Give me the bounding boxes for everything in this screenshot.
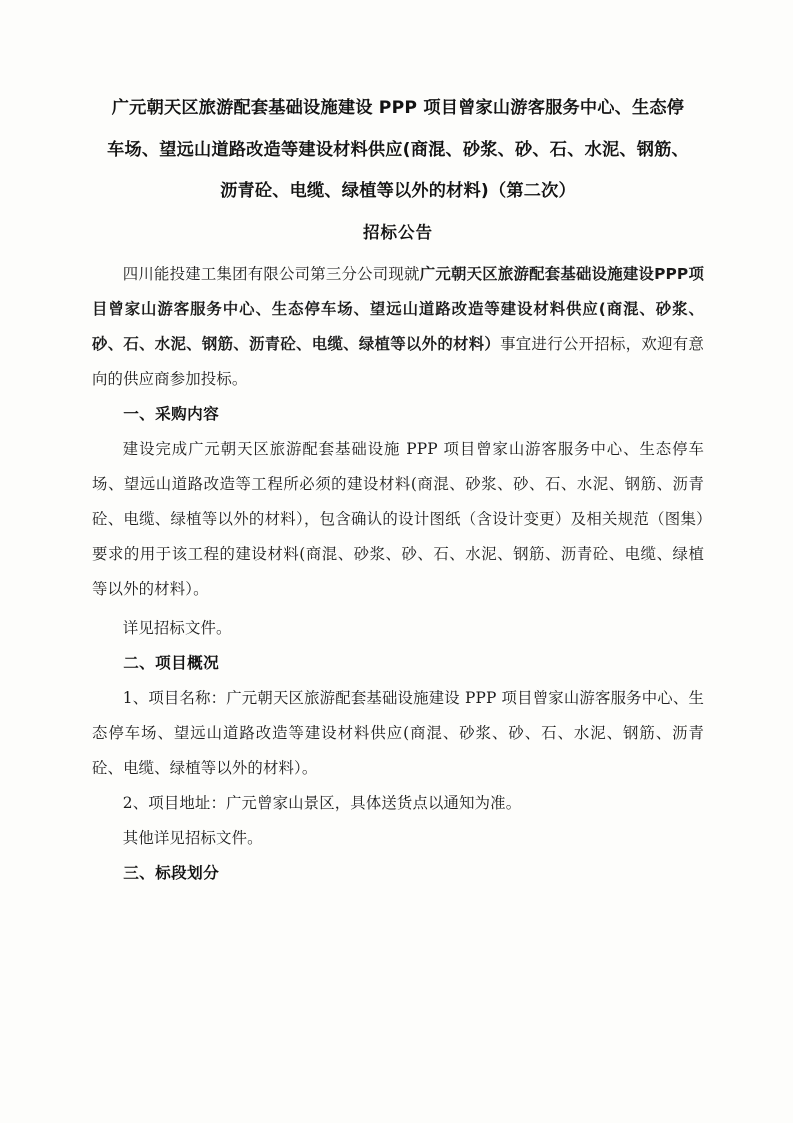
section-1-paragraph-2: 详见招标文件。 — [122, 618, 232, 637]
intro-text-bold: 广元朝天区旅游配套基础设施建设PPP项目曾家山游客服务中心、生态停车场、望远山道路改造等建设材料供应(商混、砂浆、砂、石、水泥、钢筋、沥青砼、电缆、绿植等以外的材料） — [92, 264, 704, 353]
intro-paragraph — [92, 257, 704, 397]
section-2-paragraph-3: 其他详见招标文件。 — [122, 829, 263, 848]
intro-text-before: 四川能投建工集团有限公司第三分公司现就 — [122, 264, 420, 283]
section-heading-3: 三、标段划分 — [123, 864, 220, 883]
section-2-item-2: 2、项目地址：广元曾家山景区，具体送货点以通知为准。 — [122, 794, 522, 813]
section-2-item-1: 1、项目名称：广元朝天区旅游配套基础设施建设 PPP 项目曾家山游客服务中心、生态停车场、望远山道路改造等建设材料供应(商混、砂浆、砂、石、水泥、钢筋、沥青砼、电缆、绿植等以外的材料）。 — [92, 689, 704, 778]
document-title-line-1: 广元朝天区旅游配套基础设施建设 PPP 项目曾家山游客服务中心、生态停 — [111, 98, 685, 118]
section-heading-2: 二、项目概况 — [123, 653, 220, 672]
section-1-paragraph-1: 建设完成广元朝天区旅游配套基础设施 PPP 项目曾家山游客服务中心、生态停车场、望远山道路改造等工程所必须的建设材料(商混、砂浆、砂、石、水泥、钢筋、沥青砼、电缆、绿植等以外的材料），包含确认的设计图纸（含设计变更）及相关规范（图集）要求的用于该工程的建设材料(商混、砂浆、砂、石、水泥、钢筋、沥青砼、电缆、绿植等以外的材料）。 — [92, 440, 704, 599]
page-title — [92, 88, 704, 213]
document-subtitle: 招标公告 — [363, 222, 433, 242]
document-body — [92, 88, 704, 892]
document-title-line-3: 沥青砼、电缆、绿植等以外的材料)（第二次） — [220, 181, 576, 202]
document-title-line-2: 车场、望远山道路改造等建设材料供应(商混、砂浆、砂、石、水泥、钢筋、 — [107, 139, 689, 160]
section-heading-1: 一、采购内容 — [123, 404, 220, 423]
intro-text-after: 事宜进行公开招标，欢迎有意向的供应商参加投标。 — [92, 334, 705, 388]
